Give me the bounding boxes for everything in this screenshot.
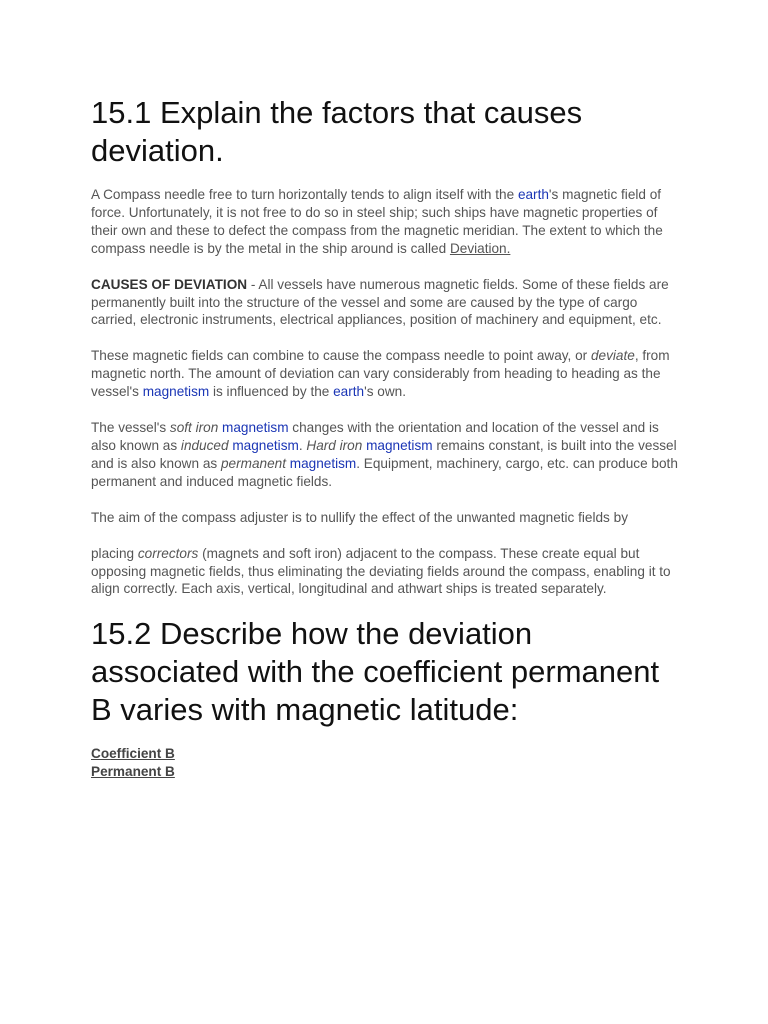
text: 's own. <box>364 384 406 400</box>
text: . Equipment, machinery, cargo, etc. can produce both permanent and induced magnetic fields. <box>91 455 678 489</box>
link-magnetism[interactable]: magnetism <box>222 420 289 436</box>
text: placing <box>91 545 138 561</box>
text: remains constant, is built into the vessel and is also known as <box>91 437 677 471</box>
term-correctors: correctors <box>137 545 199 561</box>
link-magnetism[interactable]: magnetism <box>142 384 210 400</box>
section-15-2-heading: 15.2 Describe how the deviation associated with the coefficient permanent B varies with magnetic latitude: <box>91 616 660 728</box>
link-earth[interactable]: earth <box>517 187 549 202</box>
link-deviation[interactable]: Deviation. <box>449 240 511 256</box>
paragraph-soft-hard-iron <box>91 419 681 491</box>
text: A Compass needle free to turn horizontally tends to align itself with the <box>91 187 518 202</box>
text: , from magnetic north. The amount of deviation can vary considerably from heading to heading as the vessel's <box>91 348 670 400</box>
text: - All vessels have numerous magnetic fields. Some of these fields are permanently built into the structure of the vessel and some are caused by the type of cargo carried, electronic instruments, electrical appliances, position of machinery and equipment, etc. <box>91 276 669 328</box>
paragraph-causes-of-deviation <box>91 276 681 330</box>
paragraph-compass-needle <box>91 186 681 258</box>
text: (magnets and soft iron) adjacent to the compass. These create equal but opposing magnetic fields, thus eliminating the deviating fields around the compass, enabling it to align correctly. Each axis, vertical, longitudinal and athwart ships is treated separately. <box>91 545 671 597</box>
term-deviate: deviate <box>590 348 635 364</box>
link-permanent-b[interactable]: Permanent B <box>91 764 175 780</box>
link-magnetism[interactable]: magnetism <box>366 437 433 453</box>
text: changes with the orientation and location of the vessel and is also known as <box>91 420 659 453</box>
link-coefficient-b[interactable]: Coefficient B <box>91 746 175 762</box>
text: 's magnetic field of force. Unfortunately, it is not free to do so in steel ship; such ships have magnetic properties of their own and these to defect the compass from the magnetic meridian. The extent to which the compass needle is by the metal in the ship around is called <box>91 187 663 256</box>
link-earth[interactable]: earth <box>333 384 365 400</box>
text: is influenced by the <box>209 384 334 400</box>
term-hard-iron: Hard iron <box>306 437 363 453</box>
paragraph-magnetic-fields <box>91 347 681 401</box>
link-list <box>91 745 681 781</box>
term-induced: induced <box>180 437 229 453</box>
paragraph-correctors <box>91 545 681 599</box>
term-permanent: permanent <box>220 455 286 471</box>
term-soft-iron: soft iron <box>169 420 219 436</box>
text: The aim of the compass adjuster is to nullify the effect of the unwanted magnetic fields by <box>91 509 628 525</box>
text: The vessel's <box>91 420 170 436</box>
causes-heading: CAUSES OF DEVIATION <box>91 276 248 292</box>
section-15-1-heading: 15.1 Explain the factors that causes deviation. <box>91 95 583 168</box>
document-page <box>91 94 681 781</box>
text: These magnetic fields can combine to cause the compass needle to point away, or <box>91 348 591 364</box>
paragraph-compass-adjuster <box>91 509 681 527</box>
text: . <box>298 437 307 453</box>
link-magnetism[interactable]: magnetism <box>289 455 357 471</box>
link-magnetism[interactable]: magnetism <box>232 437 299 453</box>
